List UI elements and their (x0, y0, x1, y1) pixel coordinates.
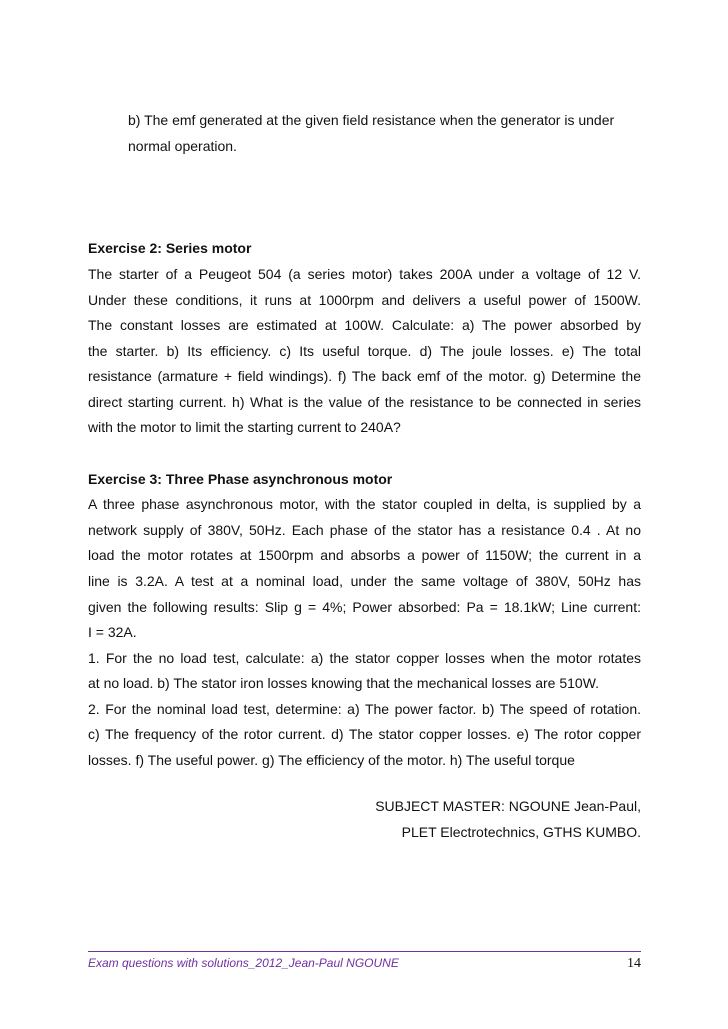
exercise-3-line: at no load. b) The stator iron losses knowing that the mechanical losses are 510W. (88, 675, 600, 691)
exercise-3-line: 1. For the no load test, calculate: a) the stator copper losses when the motor rotates (88, 650, 641, 666)
signature-line-1: SUBJECT MASTER: NGOUNE Jean-Paul, (375, 798, 641, 814)
exercise-2-heading: Exercise 2: Series motor (88, 240, 252, 256)
footer-text: Exam questions with solutions_2012_Jean-Paul NGOUNE (88, 956, 399, 970)
exercise-2-line: The constant losses are estimated at 100W. Calculate: a) The power absorbed by (88, 317, 641, 333)
exercise-3-heading: Exercise 3: Three Phase asynchronous motor (88, 471, 393, 487)
exercise-2-line: The starter of a Peugeot 504 (a series motor) takes 200A under a voltage of 12 V. (88, 266, 641, 282)
page-number: 14 (627, 956, 641, 971)
exercise-3-line: line is 3.2A. A test at a nominal load, under the same voltage of 380V, 50Hz has (88, 573, 641, 589)
exercise-2-line: the starter. b) Its efficiency. c) Its useful torque. d) The joule losses. e) The total (88, 343, 641, 359)
signature-line-2: PLET Electrotechnics, GTHS KUMBO. (401, 824, 641, 840)
exercise-3-line: load the motor rotates at 1500rpm and absorbs a power of 1150W; the current in a (88, 547, 641, 563)
list-item-continuation: b) The emf generated at the given field resistance when the generator is under (128, 112, 615, 128)
exercise-3-line: network supply of 380V, 50Hz. Each phase of the stator has a resistance 0.4 . At no (88, 522, 641, 538)
exercise-3-line: 2. For the nominal load test, determine: a) The power factor. b) The speed of rotation. (88, 701, 641, 717)
exercise-2-line: with the motor to limit the starting current to 240A? (88, 419, 401, 435)
exercise-3-line: c) The frequency of the rotor current. d) The stator copper losses. e) The rotor copper (88, 726, 641, 742)
exercise-3-line: I = 32A. (88, 624, 137, 640)
footer-rule (88, 951, 641, 952)
exercise-3-line: A three phase asynchronous motor, with the stator coupled in delta, is supplied by a (88, 496, 641, 512)
exercise-2-line: resistance (armature + field windings). f) The back emf of the motor. g) Determine the (88, 368, 641, 384)
exercise-2-line: Under these conditions, it runs at 1000rpm and delivers a useful power of 1500W. (88, 292, 641, 308)
exercise-3-line: given the following results: Slip g = 4%; Power absorbed: Pa = 18.1kW; Line current: (88, 599, 641, 615)
exercise-3-line: losses. f) The useful power. g) The efficiency of the motor. h) The useful torque (88, 752, 575, 768)
list-item-continuation: normal operation. (128, 138, 237, 154)
exercise-2-line: direct starting current. h) What is the value of the resistance to be connected in series (88, 394, 641, 410)
